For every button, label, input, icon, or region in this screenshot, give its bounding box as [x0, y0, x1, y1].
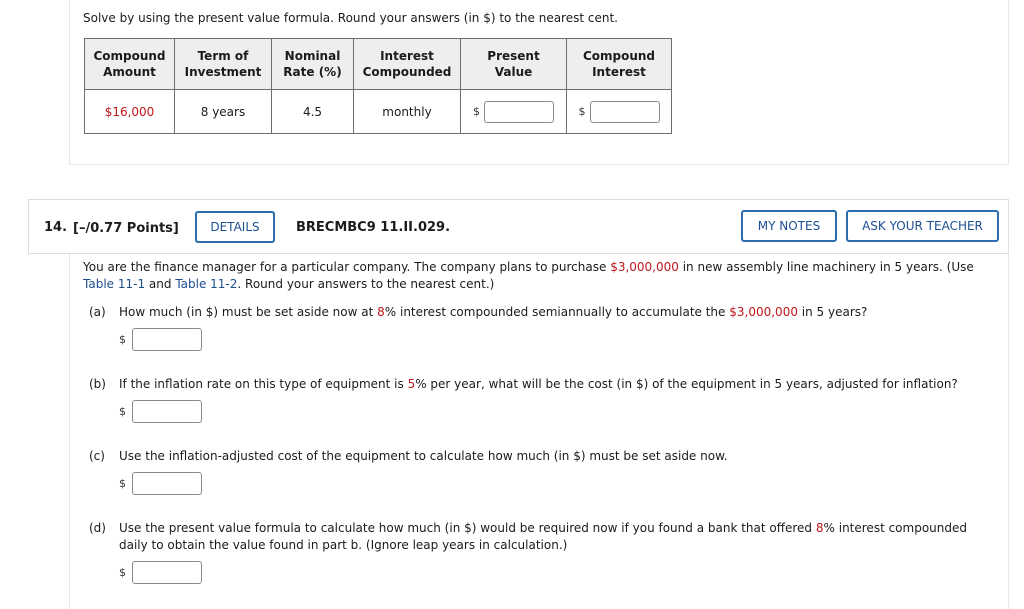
- part-a-input[interactable]: [132, 328, 202, 351]
- table-instruction: Solve by using the present value formula. Round your answers (in $) to the nearest cent.: [83, 11, 618, 25]
- question-points: [–/0.77 Points]: [73, 221, 179, 236]
- cell-compound-interest: [567, 90, 672, 134]
- part-b-label: (b): [89, 377, 106, 391]
- cell-rate: 4.5: [272, 90, 354, 134]
- part-a: [89, 304, 979, 321]
- part-d-input[interactable]: [132, 561, 202, 584]
- header-nominal-rate: Nominal Rate (%): [272, 39, 354, 90]
- table-11-1-link[interactable]: Table 11-1: [83, 277, 146, 291]
- question-header: [28, 199, 1009, 254]
- header-present-value: Present Value: [461, 39, 567, 90]
- cell-compound-amount: $16,000: [85, 90, 175, 134]
- part-d-label: (d): [89, 521, 106, 535]
- part-c-label: (c): [89, 449, 105, 463]
- part-d-answer: [119, 561, 202, 584]
- part-b-text: If the inflation rate on this type of equipment is 5% per year, what will be the cost (in $) of the equipment in 5 years, adjusted for inflation?: [119, 377, 958, 391]
- header-interest-compounded: Interest Compounded: [354, 39, 461, 90]
- part-c: [89, 448, 979, 465]
- currency-symbol: $: [119, 477, 126, 490]
- cell-term: 8 years: [175, 90, 272, 134]
- question-intro: You are the finance manager for a particular company. The company plans to purchase $3,000,000 in new assembly line machinery in 5 years. (Use Table 11-1 and Table 11-2. Round your answers to the nearest cent.): [83, 260, 974, 291]
- currency-symbol: $: [473, 105, 480, 118]
- part-d-text: Use the present value formula to calculate how much (in $) would be required now if you found a bank that offered 8% interest compounded daily to obtain the value found in part b. (Ignore leap years in calculation.): [119, 521, 967, 552]
- question-code: BRECMBC9 11.II.029.: [296, 220, 451, 235]
- part-b-input[interactable]: [132, 400, 202, 423]
- header-compound-amount: Compound Amount: [85, 39, 175, 90]
- table-row: [85, 90, 672, 134]
- header-compound-interest: Compound Interest: [567, 39, 672, 90]
- part-b: [89, 376, 979, 393]
- compound-interest-input[interactable]: [590, 101, 660, 123]
- part-c-text: Use the inflation-adjusted cost of the equipment to calculate how much (in $) must be set aside now.: [119, 449, 728, 463]
- cell-compounded: monthly: [354, 90, 461, 134]
- present-value-table: [84, 38, 672, 134]
- part-a-text: How much (in $) must be set aside now at 8% interest compounded semiannually to accumulate the $3,000,000 in 5 years?: [119, 305, 868, 319]
- purchase-amount: $3,000,000: [610, 260, 679, 274]
- part-c-answer: [119, 472, 202, 495]
- part-b-answer: [119, 400, 202, 423]
- my-notes-button[interactable]: MY NOTES: [741, 210, 837, 242]
- cell-present-value: [461, 90, 567, 134]
- part-c-input[interactable]: [132, 472, 202, 495]
- currency-symbol: $: [578, 105, 586, 118]
- table-11-2-link[interactable]: Table 11-2: [175, 277, 238, 291]
- header-term-of-investment: Term of Investment: [175, 39, 272, 90]
- currency-symbol: $: [119, 566, 126, 579]
- details-button[interactable]: DETAILS: [195, 211, 275, 243]
- currency-symbol: $: [119, 333, 126, 346]
- present-value-input[interactable]: [484, 101, 554, 123]
- ask-your-teacher-button[interactable]: ASK YOUR TEACHER: [846, 210, 999, 242]
- question-number: 14.: [44, 220, 68, 235]
- part-a-answer: [119, 328, 202, 351]
- table-header-row: [85, 39, 672, 90]
- part-a-label: (a): [89, 305, 106, 319]
- currency-symbol: $: [119, 405, 126, 418]
- part-d: [89, 520, 979, 554]
